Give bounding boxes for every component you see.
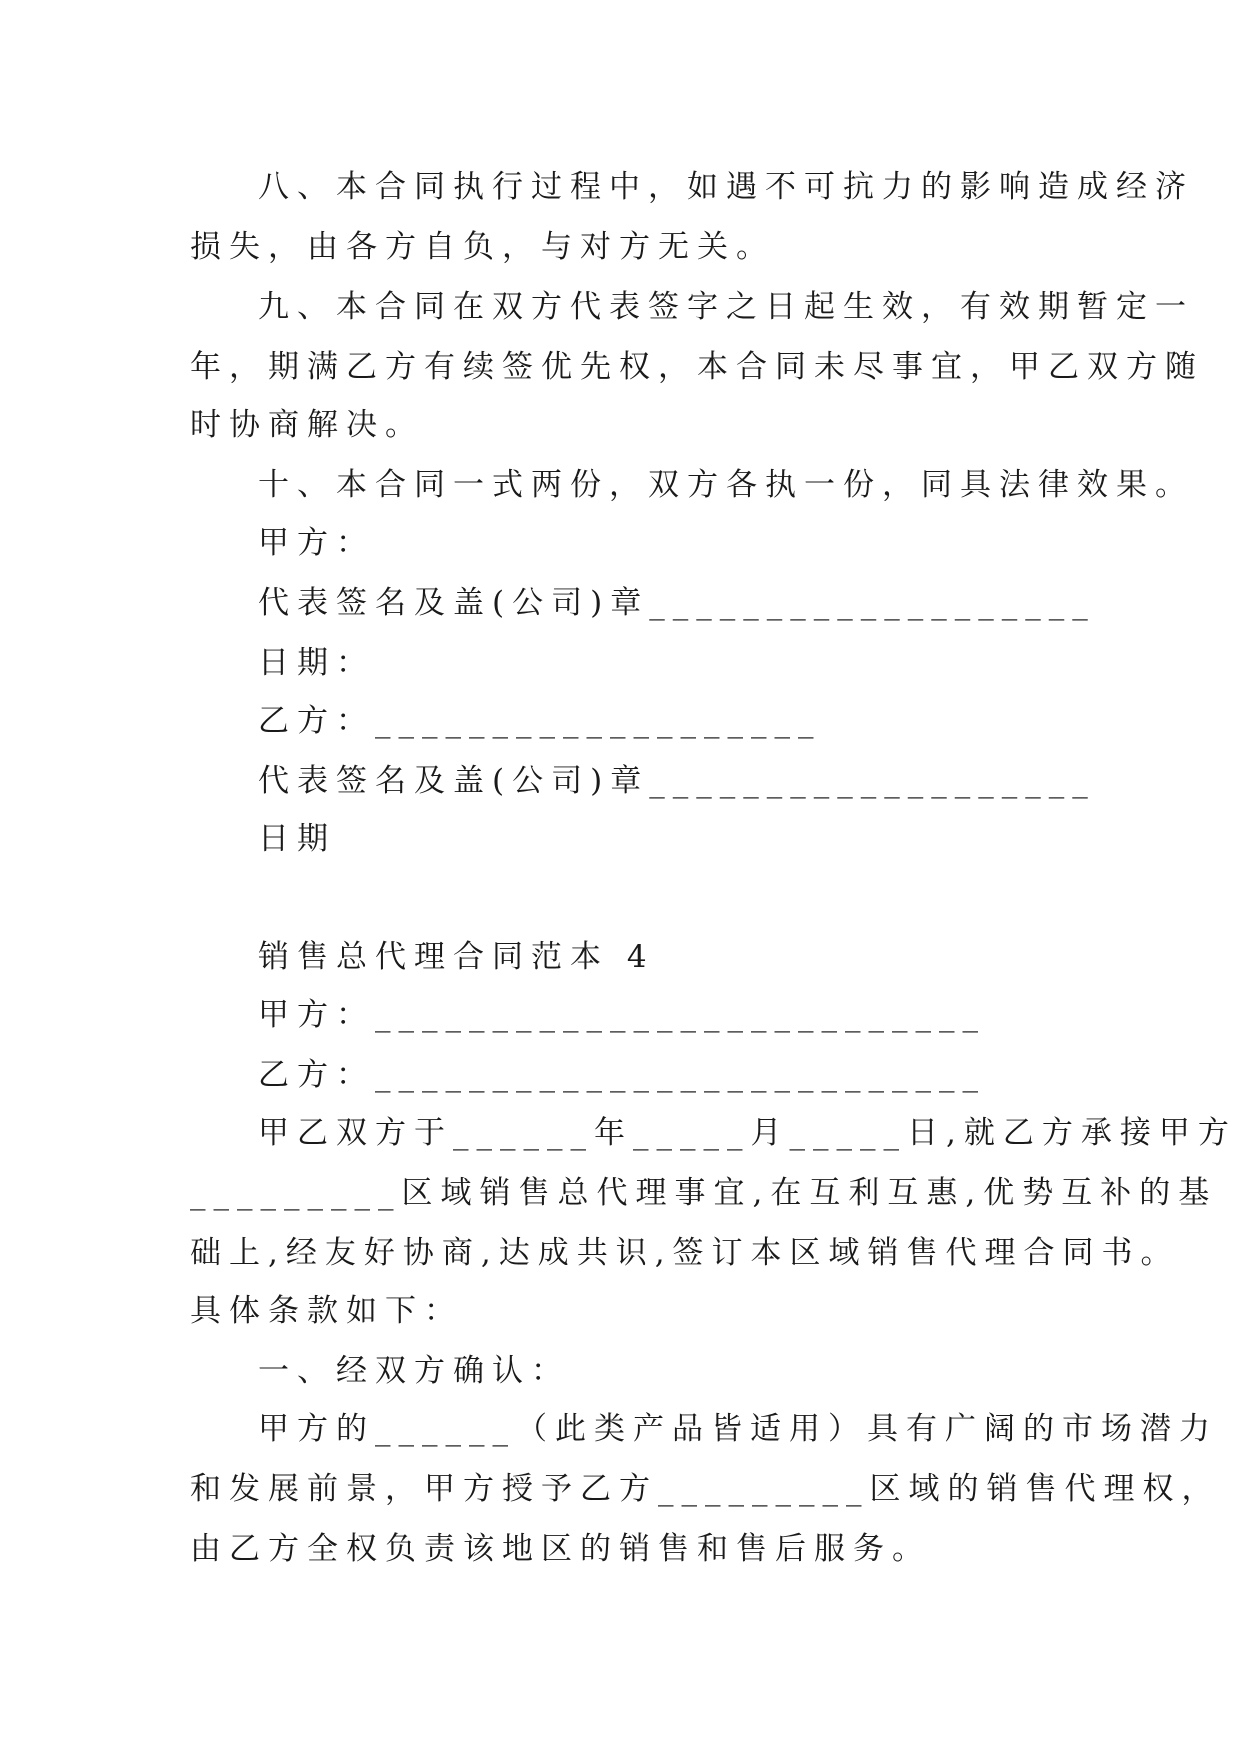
clause-1-line-1: 甲方的______（此类产品皆适用）具有广阔的市场潜力 xyxy=(258,1411,1218,1447)
party-a-label: 甲方： xyxy=(258,525,375,561)
clause-10: 十、本合同一式两份，双方各执一份，同具法律效果。 xyxy=(258,467,1194,503)
clause-9-line-3: 时协商解决。 xyxy=(190,407,424,443)
party-b-signature: 代表签名及盖(公司)章___________________ xyxy=(258,763,1096,799)
clause-1-line-3: 由乙方全权负责该地区的销售和售后服务。 xyxy=(190,1531,931,1567)
clause-9-line-1: 九、本合同在双方代表签字之日起生效，有效期暂定一 xyxy=(258,289,1194,325)
clause-9-line-2: 年，期满乙方有续签优先权，本合同未尽事宜，甲乙双方随 xyxy=(190,349,1204,385)
intro-line-4: 具体条款如下： xyxy=(190,1293,463,1329)
clause-8-line-2: 损失，由各方自负，与对方无关。 xyxy=(190,229,775,265)
section-title: 销售总代理合同范本 4 xyxy=(258,939,655,975)
intro-line-1: 甲乙双方于______年_____月_____日,就乙方承接甲方 xyxy=(258,1115,1237,1151)
party-a-date: 日期： xyxy=(258,645,375,681)
party-b-label: 乙方：___________________ xyxy=(258,703,822,739)
party-a-signature: 代表签名及盖(公司)章___________________ xyxy=(258,585,1096,621)
intro-line-3: 础上,经友好协商,达成共识,签订本区域销售代理合同书。 xyxy=(190,1235,1180,1271)
contract-party-a: 甲方：__________________________ xyxy=(258,997,986,1033)
party-b-date: 日期 xyxy=(258,821,336,857)
contract-party-b: 乙方：__________________________ xyxy=(258,1057,986,1093)
intro-line-2: _________区域销售总代理事宜,在互利互惠,优势互补的基 xyxy=(190,1175,1218,1211)
clause-1-line-2: 和发展前景，甲方授予乙方_________区域的销售代理权， xyxy=(190,1471,1221,1507)
clause-8-line-1: 八、本合同执行过程中，如遇不可抗力的影响造成经济 xyxy=(258,169,1194,205)
clause-1-heading: 一、经双方确认： xyxy=(258,1353,570,1389)
